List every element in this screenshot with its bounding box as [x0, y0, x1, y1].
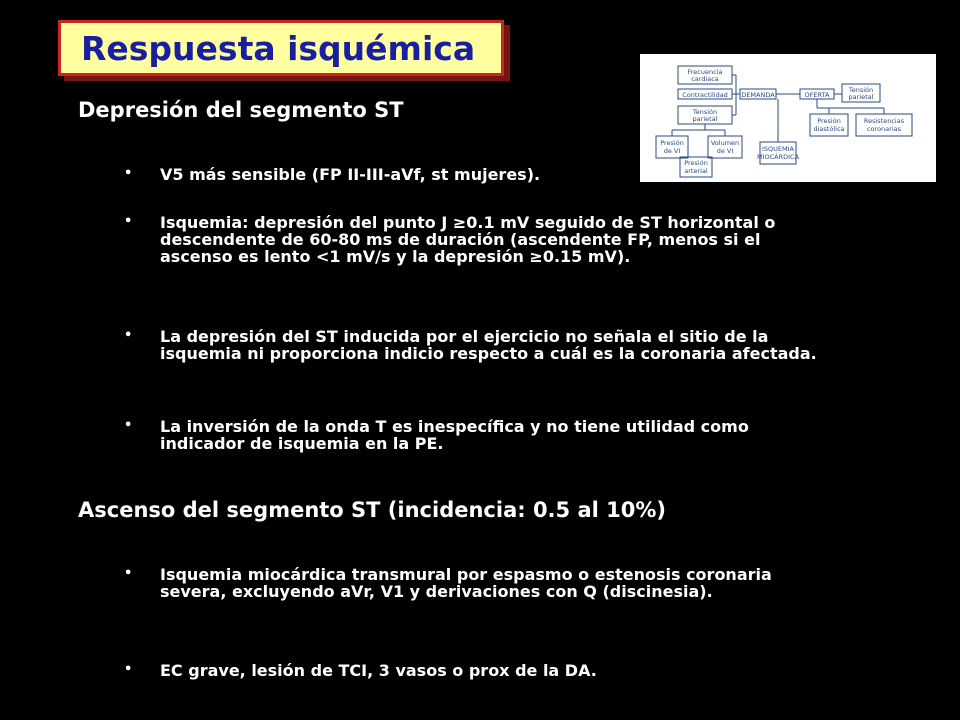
- bullet-glyph: •: [124, 418, 133, 433]
- diagram-label: Volumen: [710, 139, 740, 147]
- section-heading-ascenso: Ascenso del segmento ST (incidencia: 0.5 al 10%): [78, 498, 666, 522]
- diagram-label: ISQUEMIA: [762, 145, 794, 153]
- bullet-text: Isquemia miocárdica transmural por espasmo o estenosis coronaria severa, excluyendo aVr, V1 y derivaciones con Q (discinesia).: [160, 565, 772, 601]
- ischemia-diagram: [640, 54, 936, 182]
- diagram-label: de VI: [663, 147, 681, 155]
- page-title: Respuesta isquémica: [81, 29, 476, 68]
- diagram-label: cardiaca: [691, 75, 719, 83]
- bullet-text: La inversión de la onda T es inespecífica y no tiene utilidad como indicador de isquemia en la PE.: [160, 417, 749, 453]
- diagram-label: Tensión: [848, 86, 874, 94]
- diagram-label: DEMANDA: [741, 91, 775, 99]
- diagram-label: diastólica: [813, 125, 845, 133]
- section-heading-depresion: Depresión del segmento ST: [78, 98, 404, 122]
- diagram-label: coronarias: [866, 125, 902, 133]
- bullet-glyph: •: [124, 566, 133, 581]
- diagram-label: Presión: [660, 139, 684, 147]
- bullet-glyph: •: [124, 662, 133, 677]
- diagram-label: Resistencias: [863, 117, 905, 125]
- bullet-glyph: •: [124, 328, 133, 343]
- diagram-label: MIOCÁRDICA: [756, 153, 800, 161]
- bullet-glyph: •: [124, 214, 133, 229]
- diagram-label: Presión: [817, 117, 841, 125]
- bullet-text: Isquemia: depresión del punto J ≥0.1 mV seguido de ST horizontal o descendente de 60-80 ms de duración (ascendente FP, menos si el ascenso es lento <1 mV/s y la depresión ≥0.15 mV).: [160, 213, 776, 266]
- title-box: [58, 20, 504, 76]
- diagram-label: arterial: [684, 167, 708, 175]
- diagram-label: Contractilidad: [682, 91, 728, 99]
- bullet-text: La depresión del ST inducida por el ejercicio no señala el sitio de la isquemia ni proporciona indicio respecto a cuál es la coronaria afectada.: [160, 327, 817, 363]
- diagram-label: parietal: [692, 115, 718, 123]
- diagram-label: de VI: [716, 147, 734, 155]
- diagram-label: OFERTA: [804, 91, 830, 99]
- bullet-glyph: •: [124, 166, 133, 181]
- diagram-label: parietal: [848, 93, 874, 101]
- bullet-text: V5 más sensible (FP II-III-aVf, st mujeres).: [160, 165, 541, 184]
- diagram-label: Frecuencia: [687, 68, 723, 76]
- diagram-label: Tensión: [692, 108, 718, 116]
- bullet-text: EC grave, lesión de TCI, 3 vasos o prox de la DA.: [160, 661, 597, 680]
- diagram-label: Presión: [684, 159, 708, 167]
- diagram-svg: [640, 54, 936, 182]
